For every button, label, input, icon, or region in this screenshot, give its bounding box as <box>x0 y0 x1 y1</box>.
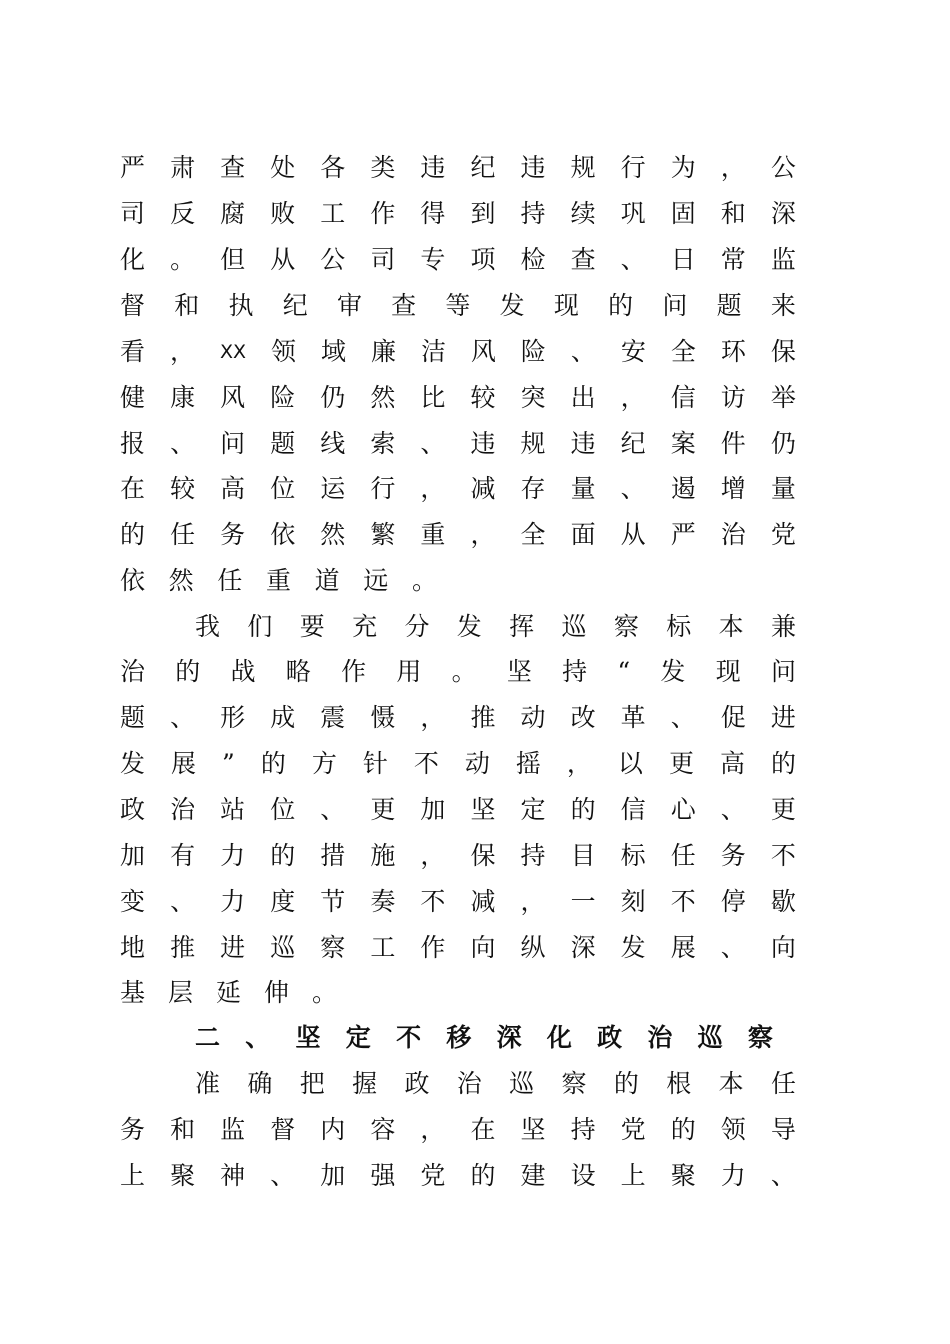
body-line-7: 报 、 问 题 线 索 、 违 规 违 纪 案 件 仍 <box>120 429 796 458</box>
body-line-8: 在 较 高 位 运 行 ， 减 存 量 、 遏 增 量 <box>120 474 796 503</box>
body-line-19: 基 层 延 伸 。 <box>120 978 337 1007</box>
paragraph-3-first-line: 准 确 把 握 政 治 巡 察 的 根 本 任 <box>195 1069 796 1098</box>
body-line-13: 题 、 形 成 震 慑 ， 推 动 改 革 、 促 进 <box>120 703 796 732</box>
paragraph-2-first-line: 我 们 要 充 分 发 挥 巡 察 标 本 兼 <box>195 612 796 641</box>
body-line-16: 加 有 力 的 措 施 ， 保 持 目 标 任 务 不 <box>120 841 796 870</box>
body-line-18: 地 推 进 巡 察 工 作 向 纵 深 发 展 、 向 <box>120 933 796 962</box>
body-line-1: 严 肃 查 处 各 类 违 纪 违 规 行 为 ， 公 <box>120 153 796 182</box>
body-line-4: 督 和 执 纪 审 查 等 发 现 的 问 题 来 <box>120 291 796 320</box>
body-line-12: 治 的 战 略 作 用 。 坚 持 “ 发 现 问 <box>120 657 796 686</box>
body-line-9: 的 任 务 依 然 繁 重 ， 全 面 从 严 治 党 <box>120 520 796 549</box>
body-line-6: 健 康 风 险 仍 然 比 较 突 出 ， 信 访 举 <box>120 383 796 412</box>
body-line-14: 发 展 ” 的 方 针 不 动 摇 ， 以 更 高 的 <box>120 749 796 778</box>
section-heading: 二 、 坚 定 不 移 深 化 政 治 巡 察 <box>195 1023 773 1052</box>
body-line-2: 司 反 腐 败 工 作 得 到 持 续 巩 固 和 深 <box>120 199 796 228</box>
body-line-17: 变 、 力 度 节 奏 不 减 ， 一 刻 不 停 歇 <box>120 887 796 916</box>
body-line-15: 政 治 站 位 、 更 加 坚 定 的 信 心 、 更 <box>120 795 796 824</box>
body-line-22: 务 和 监 督 内 容 ， 在 坚 持 党 的 领 导 <box>120 1115 796 1144</box>
body-line-3: 化 。 但 从 公 司 专 项 检 查 、 日 常 监 <box>120 245 796 274</box>
body-line-5: 看 ， XX 领 域 廉 洁 风 险 、 安 全 环 保 <box>120 337 796 366</box>
body-line-10: 依 然 任 重 道 远 。 <box>120 566 437 595</box>
body-line-23: 上 聚 神 、 加 强 党 的 建 设 上 聚 力 、 <box>120 1161 796 1190</box>
